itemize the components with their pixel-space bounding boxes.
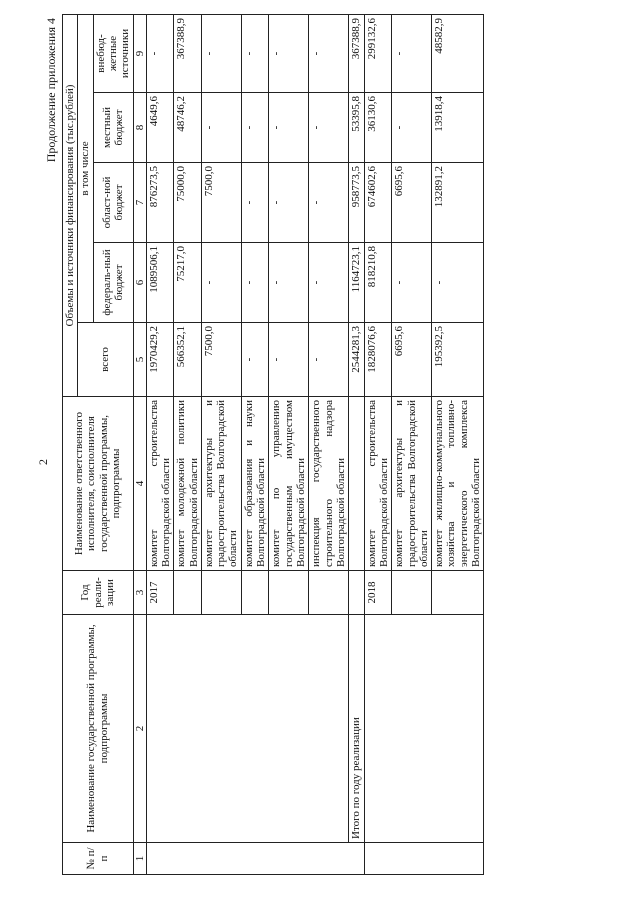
cell-regional: 6695,6 (392, 163, 432, 243)
cell-federal: - (392, 243, 432, 323)
header-regional: област-ной бюджет (93, 163, 133, 243)
cell-federal: 1089506,1 (146, 243, 174, 323)
header-federal: федераль-ный бюджет (93, 243, 133, 323)
continuation-note: Продолжение приложения 4 (44, 18, 58, 163)
cell-regional: 7500,0 (201, 163, 241, 243)
cell-year (269, 571, 309, 615)
total-extrabudget: 367388,9 (349, 14, 364, 92)
cell-year: 2018 (364, 571, 392, 615)
cell-regional: 75000,0 (174, 163, 202, 243)
cell-year: 2017 (146, 571, 174, 615)
total-sum: 2544281,3 (349, 323, 364, 397)
cell-federal: 75217,0 (174, 243, 202, 323)
total-label: Итого по году реализации (349, 615, 364, 843)
header-executor: Наименование ответственного исполнителя, соисполнителя государственной программы, подпрограммы (63, 397, 134, 571)
total-federal: 1164723,1 (349, 243, 364, 323)
cell-extrabudget: 367388,9 (174, 14, 202, 92)
total-row (349, 14, 364, 874)
header-funding-group: Объемы и источники финансирования (тыс.рублей) (63, 14, 78, 396)
cell-executor: инспекция государственного строительного надзора Волгоградской области (309, 397, 349, 571)
cell-local: 36130,6 (364, 93, 392, 163)
col-index: 6 (133, 243, 146, 323)
cell-year (309, 571, 349, 615)
cell-year (392, 571, 432, 615)
total-local: 53395,8 (349, 93, 364, 163)
cell-total: 195392,5 (432, 323, 484, 397)
cell-extrabudget: - (201, 14, 241, 92)
cell-local: - (309, 93, 349, 163)
cell-no (146, 843, 364, 875)
cell-federal: - (432, 243, 484, 323)
cell-regional: - (269, 163, 309, 243)
table-row (146, 14, 174, 874)
table-row (364, 14, 392, 874)
cell-federal: - (269, 243, 309, 323)
cell-total: - (309, 323, 349, 397)
cell-executor (349, 397, 364, 571)
cell-year (349, 571, 364, 615)
page-number: 2 (36, 459, 50, 465)
col-index: 1 (133, 843, 146, 875)
header-year: Год реали-зации (63, 571, 134, 615)
cell-regional: 132891,2 (432, 163, 484, 243)
cell-total: 6695,6 (392, 323, 432, 397)
cell-extrabudget: - (146, 14, 174, 92)
cell-year (174, 571, 202, 615)
column-index-row (133, 14, 146, 874)
col-index: 8 (133, 93, 146, 163)
cell-year (241, 571, 269, 615)
cell-local: - (269, 93, 309, 163)
cell-year (432, 571, 484, 615)
cell-executor: комитет молодежной политики Волгоградской области (174, 397, 202, 571)
col-index: 3 (133, 571, 146, 615)
cell-local: 48746,2 (174, 93, 202, 163)
cell-executor: комитет строительства Волгоградской области (146, 397, 174, 571)
header-including: в том числе (78, 14, 93, 322)
cell-year (201, 571, 241, 615)
cell-extrabudget: - (392, 14, 432, 92)
cell-federal: 818210,8 (364, 243, 392, 323)
cell-total: 566352,1 (174, 323, 202, 397)
col-index: 4 (133, 397, 146, 571)
cell-executor: комитет жилищно-коммунального хозяйства и топливно-энергетического комплекса Волгоградской области (432, 397, 484, 571)
cell-federal: - (201, 243, 241, 323)
cell-program (364, 615, 484, 843)
cell-executor: комитет архитектуры и градостроительства Волгоградской области (201, 397, 241, 571)
cell-executor: комитет образования и науки Волгоградской области (241, 397, 269, 571)
header-program: Наименование государственной программы, подпрограммы (63, 615, 134, 843)
col-index: 7 (133, 163, 146, 243)
cell-no (364, 843, 484, 875)
total-regional: 958773,5 (349, 163, 364, 243)
header-local: местный бюджет (93, 93, 133, 163)
col-index: 9 (133, 14, 146, 92)
cell-executor: комитет строительства Волгоградской области (364, 397, 392, 571)
col-index: 2 (133, 615, 146, 843)
cell-local: - (241, 93, 269, 163)
cell-local: - (392, 93, 432, 163)
cell-total: 7500,0 (201, 323, 241, 397)
cell-extrabudget: 299132,6 (364, 14, 392, 92)
cell-program (146, 615, 349, 843)
cell-federal: - (241, 243, 269, 323)
cell-executor: комитет по управлению государственным имуществом Волгоградской области (269, 397, 309, 571)
cell-extrabudget: 48582,9 (432, 14, 484, 92)
cell-regional: - (309, 163, 349, 243)
cell-local: 13918,4 (432, 93, 484, 163)
header-total: всего (78, 323, 133, 397)
funding-table (62, 14, 484, 875)
cell-total: 1970429,2 (146, 323, 174, 397)
cell-regional: - (241, 163, 269, 243)
cell-total: - (269, 323, 309, 397)
cell-regional: 674602,6 (364, 163, 392, 243)
cell-total: 1828076,6 (364, 323, 392, 397)
header-extrabudget: внебюд-жетные источники (93, 14, 133, 92)
cell-extrabudget: - (309, 14, 349, 92)
col-index: 5 (133, 323, 146, 397)
cell-federal: - (309, 243, 349, 323)
cell-local: - (201, 93, 241, 163)
cell-extrabudget: - (241, 14, 269, 92)
cell-total: - (241, 323, 269, 397)
header-no: № п/п (63, 843, 134, 875)
cell-regional: 876273,5 (146, 163, 174, 243)
cell-extrabudget: - (269, 14, 309, 92)
cell-executor: комитет архитектуры и градостроительства Волгоградской области (392, 397, 432, 571)
cell-local: 4649,6 (146, 93, 174, 163)
